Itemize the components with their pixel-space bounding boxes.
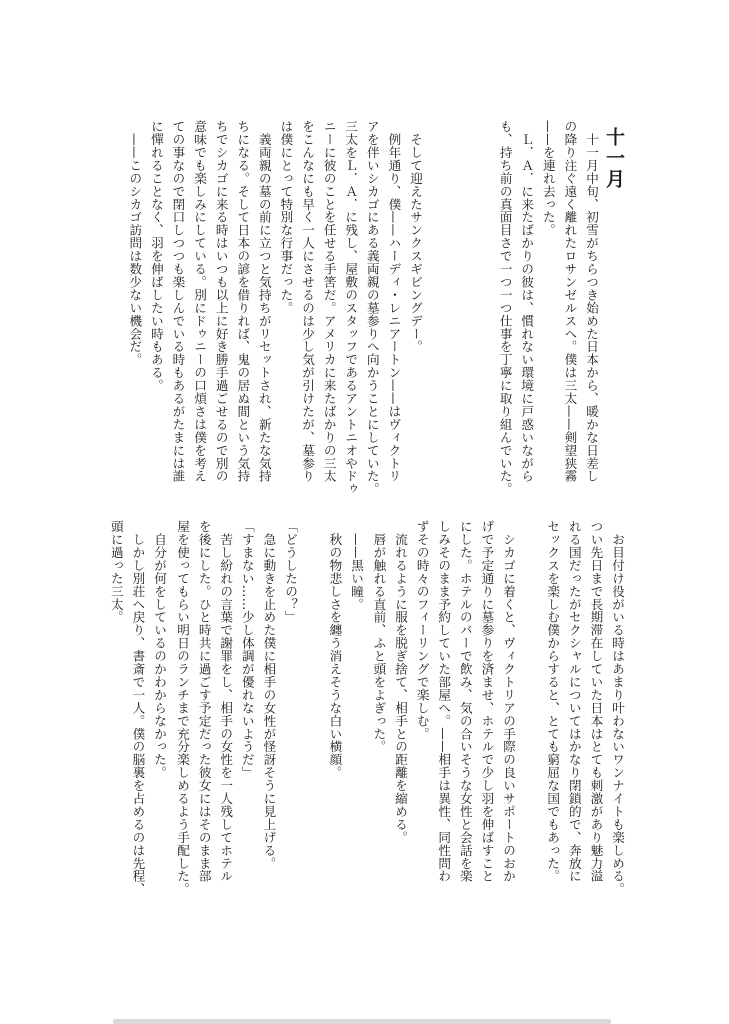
text-line: Ｌ．Ａ．に来たばかりの彼は、慣れない環境に戸惑いながら [519,120,535,483]
text-line: 意味でも楽しみにしている。別にドゥニーの口煩さは僕を考え [192,120,208,483]
text-line: ちになる。そして日本の諺を借りれば、鬼の居ぬ間という気持 [235,120,251,483]
text-line: れる国だったがセクシャルについてはかなり閉鎖的で、奔放に [566,520,582,883]
upper-paragraph-2 [124,120,426,500]
text-line: 十一月中旬、初雪がちらつき始めた日本から、暖かな日差し [584,120,599,483]
text-line: セックスを楽しむ僕からすると、とても窮屈な国でもあった。 [545,520,561,883]
text-line: つい先日まで長期滞在していた日本はとても刺激があり魅力溢 [588,520,604,883]
text-line: を後にした。ひと時共に過ごす予定だった彼女にはそのまま部 [196,520,212,883]
text-line: ——このシカゴ訪問は数少ない機会だ。 [127,120,143,367]
lower-paragraph-3 [324,520,367,920]
text-line: お目付け役がいる時はあまり叶わないワンナイトも楽しめる。 [610,520,625,896]
text-line: 唇が触れる直前、ふと頭をよぎった。 [371,520,387,754]
text-line: 「どうしたの？」 [283,520,298,624]
lower-paragraph-1 [542,520,628,920]
horizontal-scrollbar[interactable] [113,1019,611,1024]
text-line: 秋の物悲しさを纏う消えそうな白い横顔。 [327,520,343,779]
text-line: しみそのまま予約していた部屋へ。——相手は異性、同性問わ [436,520,452,883]
text-line: に憚れることなく、羽を伸ばしたい時もある。 [148,120,164,392]
text-line: 三太をＬ．Ａ．に残し、屋敷のスタッフであるアントニオやドゥ [343,120,359,496]
text-line: 屋を使ってもらい明日のランチまで充分楽しめるよう手配した。 [175,520,191,896]
text-line: 自分が何をしているのかわからなかった。 [152,520,167,779]
text-line: そして迎えたサンクスギビングデー。 [408,120,423,354]
text-line: 「すまない……少し体調が優れないようだ」 [239,520,255,779]
text-line: にした。ホテルのバーで飲み、気の合いそうな女性と会話を楽 [457,520,473,883]
text-line: ニーに彼のことを任せる手筈だ。アメリカに来たばかりの三太 [321,120,337,483]
text-line: ちでシカゴに来る時はいつも以上に好き勝手過ごせるので別の [213,120,229,483]
text-line: 例年通り、僕——ハーディ・レニアートン——はヴィクトリ [386,120,402,483]
upper-paragraph-1 [494,120,602,500]
text-line: しかし別荘へ戻り、書斎で一人。僕の脳裏を占めるのは先程、 [130,520,146,896]
lower-paragraph-5 [105,520,170,920]
text-line: の降り注ぐ遠く離れたロサンゼルスへ。僕は三太——剣望狭霧 [562,120,578,483]
lower-paragraph-2 [368,520,519,920]
text-line: 頭に過った三太。 [108,520,124,624]
text-line: 苦し紛れの言葉で謝罪をし、相手の女性を一人残してホテル [218,520,234,883]
text-line: 流れるように服を脱ぎ捨て、相手との距離を縮める。 [393,520,409,844]
text-line: ずその時々のフィーリングで楽しむ。 [414,520,430,741]
text-line: アを伴いシカゴにある義両親の墓参りへ向かうことにしていた。 [364,120,380,496]
lower-paragraph-4 [171,520,301,920]
text-line: も、持ち前の真面目さで一つ一つ仕事を丁寧に取り組んでいた。 [497,120,513,496]
text-line: 急に動きを止めた僕に相手の女性が怪訝そうに見上げる。 [261,520,277,870]
text-line: をこんなにも早く一人にさせるのは少し気が引けたが、墓参り [300,120,316,483]
text-line: は僕にとって特別な行事だった。 [278,120,294,315]
text-line: ての事なので閉口しつつも楽しんでいる時もあるがたまには誰 [170,120,186,483]
text-line: ——黒い瞳。 [349,520,364,611]
text-line: げで予定通りに墓参りを済ませ、ホテルで少し羽を伸ばすこと [479,520,495,883]
text-line: シカゴに着くと、ヴィクトリアの手際の良いサポートのおか [501,520,516,883]
text-line: 義両親の墓の前に立つと気持ちがリセットされ、新たな気持 [256,120,272,483]
chapter-title: 十一月 [603,127,625,190]
text-line: ——を連れ去った。 [540,120,556,237]
